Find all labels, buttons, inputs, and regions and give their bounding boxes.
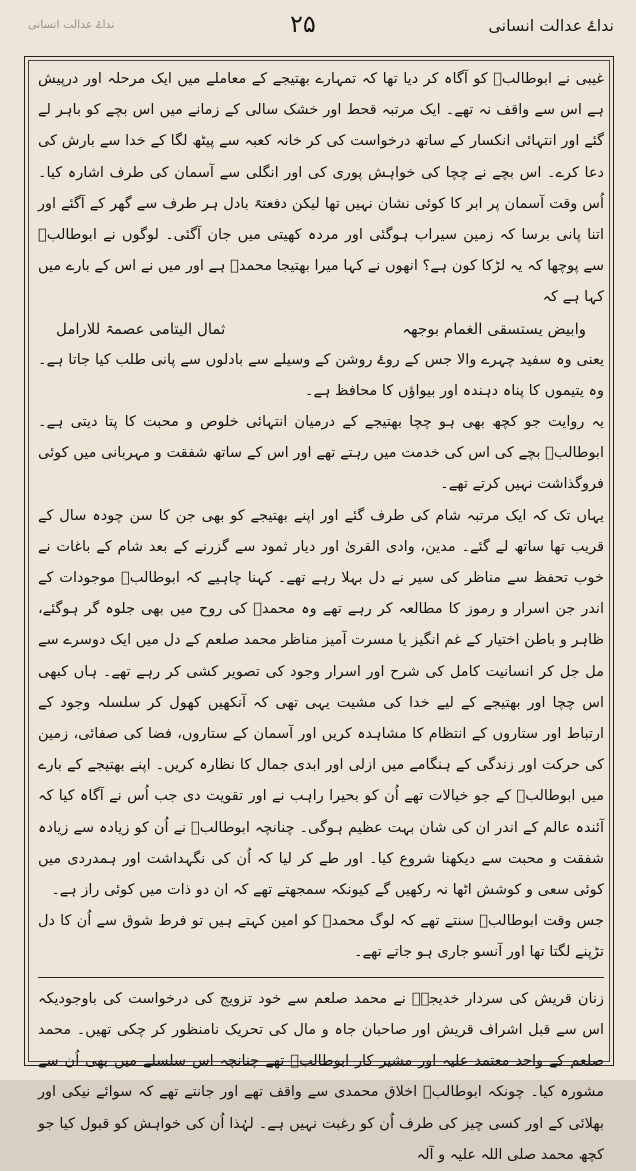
paragraph: یہ روایت جو کچھ بھی ہو چچا بھتیجے کے درمیان انتہائی خلوص و محبت کا پتا دیتی ہے۔ ابوطالبؑ بچے کی اس کی خدمت میں رہتے تھے اور اس کے ساتھ شفقت و مہربانی میں کوئی فروگذاشت نہیں کرتے تھے۔ (38, 414, 604, 493)
paragraph: جس وقت ابوطالبؑ سنتے تھے کہ لوگ محمدؐ کو امین کہتے ہیں تو فرط شوق سے اُن کا دل تڑپنے لگتا تھا اور آنسو جاری ہو جاتے تھے۔ (38, 913, 604, 961)
arabic-verse (38, 314, 604, 345)
page-number: ۲۵ (290, 10, 316, 38)
section-divider (38, 977, 604, 978)
faint-corner-text: نداۓ عدالت انسانی (28, 18, 115, 31)
verse-hemistich-left: ثمال الیتامی عصمۃ للارامل (56, 319, 226, 338)
page-header (0, 0, 636, 52)
paragraph: یہاں تک کہ ایک مرتبہ شام کی طرف گئے اور اپنے بھتیجے کو بھی جن کا سن چودہ سال کے قریب تھا ساتھ لے گئے۔ مدین، وادی القریٰ اور دیار ثمود سے گزرنے کے بعد شام کے باغات نے خوب تحفظ سے مناظر کی سیر نے دل بہلا رہے تھے۔ کہنا چاہیے کہ ابوطالبؑ موجودات کے اندر جن اسرار و رموز کا مطالعہ کر رہے تھے وہ محمدؐ کی روح میں بھی جلوہ گر ہوگئے، ظاہر و باطن اختیار کے غم انگیز یا مسرت آمیز مناظر محمد صلعم کے دل میں ایک دوسرے سے مل جل کر انسانیت کامل کی شرح اور اسرار وجود کی تصویر کشی کر رہے تھے۔ ہاں کبھی اس چچا اور بھتیجے کے لیے خدا کی مشیت یہی تھی کہ آنکھیں کھول کر سلسلہ وجود کے ارتباط اور ستاروں کے انتظام کا مشاہدہ کریں اور آسمان کے ستاروں، فضا کی صفائی، زمین کی حرکت اور زندگی کے ہنگامے میں ازلی اور ابدی جمال کا نظارہ کریں۔ اپنے بھتیجے کے بارے میں ابوطالبؑ کے جو خیالات تھے اُن کو بحیرا راہب نے اور تقویت دی جب اُس نے آگاہ کیا کہ آئندہ عالم کے اندر ان کی شان بہت عظیم ہوگی۔ چنانچہ ابوطالبؑ نے اُن کو زیادہ سے زیادہ شفقت و محبت سے دیکھنا شروع کیا۔ اور طے کر لیا کہ اُن کی نگہداشت اور ہمدردی میں کوئی سعی و کوشش اٹھا نہ رکھیں گے کیونکہ سمجھتے تھے کہ ان دو ذات میں کوئی راز ہے۔ (38, 507, 604, 899)
paragraph: غیبی نے ابوطالبؑ کو آگاہ کر دیا تھا کہ تمہارے بھتیجے کے معاملے میں ایک مرحلہ اور درپیش ہے اس سے واقف نہ تھے۔ ایک مرتبہ قحط اور خشک سالی کے زمانے میں اس بچے کو باہر لے گئے اور انتہائی انکسار کے ساتھ درخواست کی کر خانہ کعبہ سے پیٹھ لگا کے خدا سے بارش کی دعا کرے۔ اس بچے نے چچا کی خواہش پوری کی اور انگلی سے آسمان کی طرف اشارہ کیا۔ اُس وقت آسمان پر ابر کا کوئی نشان نہیں تھا لیکن دفعتہً بادل ہر طرف سے گھر کے آگئے اور اتنا پانی برسا کہ زمین سیراب ہوگئی اور مردہ کھیتی میں جان آگئی۔ لوگوں نے ابوطالبؑ سے پوچھا کہ یہ لڑکا کون ہے؟ انھوں نے کہا میرا بھتیجا محمدؐ ہے اور میں نے اس کے بارے میں کہا ہے کہ (38, 71, 604, 306)
running-title: نداۓ عدالت انسانی (488, 16, 614, 35)
paragraph: یعنی وہ سفید چہرے والا جس کے روۓ روشن کے وسیلے سے بادلوں سے پانی طلب کیا جاتا ہے۔ وہ یتیموں کا پناہ دہندہ اور بیواؤں کا محافظ ہے۔ (38, 351, 604, 399)
main-text (38, 64, 604, 1163)
verse-hemistich-right: وابیض یستسقی الغمام بوجھہ (402, 319, 586, 338)
paragraph: زنان قریش کی سردار خدیجہؓ نے محمد صلعم سے خود تزویج کی درخواست کی باوجودیکہ اس سے قبل اشراف قریش اور صاحبان جاہ و مال کی تحریک نامنظور کر چکی تھیں۔ محمد صلعم کے واحد معتمد علیہ اور مشیر کار ابوطالبؑ تھے چنانچہ اس سلسلے میں بھی اُن سے مشورہ کیا۔ چونکہ ابوطالبؑ اخلاق محمدی سے واقف تھے اور جانتے تھے کہ سوائے نیکی اور بھلائی کے اور کسی چیز کی طرف اُن کو رغبت نہیں ہے۔ لہٰذا اُن کی خواہش کو قبول کیا جو کچھ محمد صلی اللہ علیہ و آلہ (38, 990, 604, 1163)
